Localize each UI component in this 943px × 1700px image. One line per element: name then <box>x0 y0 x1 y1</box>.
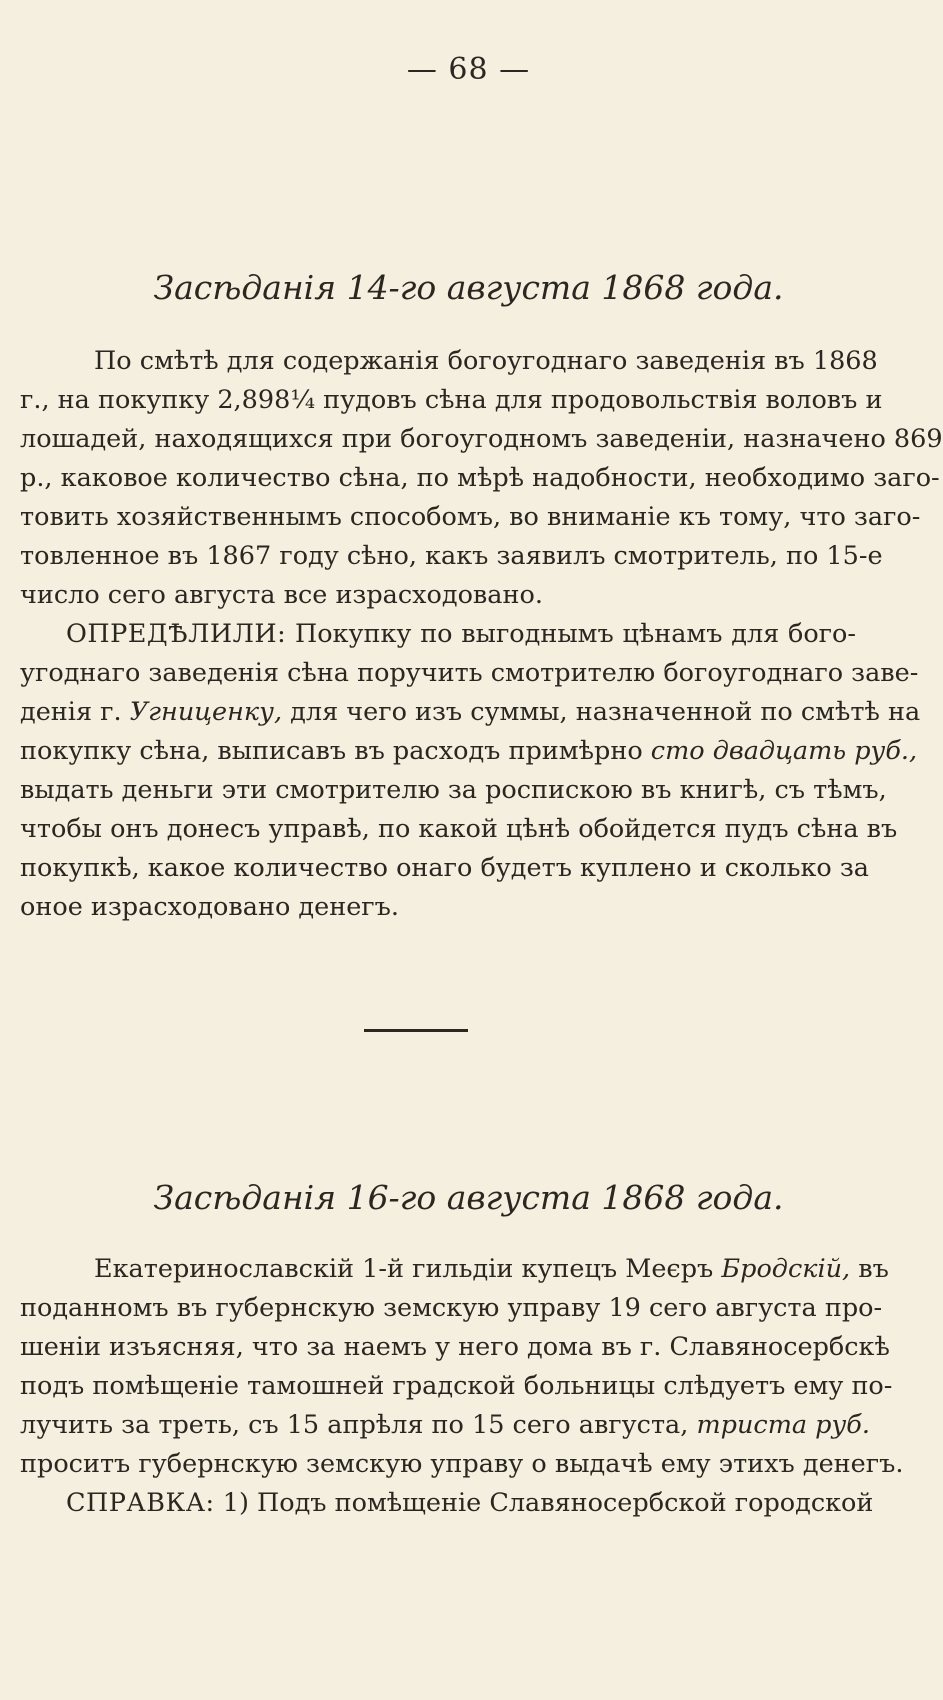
person-name: Бродскій, <box>721 1254 851 1284</box>
paragraph-line: проситъ губернскую земскую управу о выдачѣ ему этихъ денегъ. <box>20 1449 904 1479</box>
amount: сто двадцать руб., <box>650 736 918 766</box>
section-heading-aug-16: Засѣданія 16-го августа 1868 года. <box>153 1178 784 1217</box>
resolution-line: угоднаго заведенія сѣна поручить смотрителю богоугоднаго заве- <box>20 658 919 688</box>
resolution-line: покупку сѣна, выписавъ въ расходъ примѣрно сто двадцать руб., <box>20 736 918 766</box>
reference-label: СПРАВКА: <box>66 1488 215 1518</box>
paragraph-line: шеніи изъясняя, что за наемъ у него дома въ г. Славяносербскѣ <box>20 1332 890 1362</box>
paragraph-line: Екатеринославскій 1-й гильдіи купецъ Меєръ Бродскій, въ <box>94 1254 889 1284</box>
paragraph-line: товить хозяйственнымъ способомъ, во вниманіе къ тому, что заго- <box>20 502 921 532</box>
paragraph-line: лучить за треть, съ 15 апрѣля по 15 сего августа, триста руб. <box>20 1410 870 1440</box>
paragraph-line: товленное въ 1867 году сѣно, какъ заявилъ смотритель, по 15-е <box>20 541 883 571</box>
resolution-line: ОПРЕДѢЛИЛИ: Покупку по выгоднымъ цѣнамъ для бого- <box>66 619 857 649</box>
resolution-label: ОПРЕДѢЛИЛИ: <box>66 619 287 649</box>
section-divider <box>364 1029 468 1032</box>
paragraph-line: число сего августа все израсходовано. <box>20 580 543 610</box>
section-heading-aug-14: Засѣданія 14-го августа 1868 года. <box>153 268 784 307</box>
page-number: — 68 — <box>406 52 531 87</box>
paragraph-line: По смѣтѣ для содержанія богоугоднаго заведенія въ 1868 <box>94 346 878 376</box>
resolution-line: оное израсходовано денегъ. <box>20 892 399 922</box>
paragraph-line: подъ помѣщеніе тамошней градской больницы слѣдуетъ ему по- <box>20 1371 893 1401</box>
amount: триста руб. <box>696 1410 870 1440</box>
resolution-line: денія г. Угниценку, для чего изъ суммы, назначенной по смѣтѣ на <box>20 697 921 727</box>
resolution-line: выдать деньги эти смотрителю за роспискою въ книгѣ, съ тѣмъ, <box>20 775 887 805</box>
paragraph-line: лошадей, находящихся при богоугодномъ заведеніи, назначено 869 <box>20 424 943 454</box>
resolution-line: чтобы онъ донесъ управѣ, по какой цѣнѣ обойдется пудъ сѣна въ <box>20 814 898 844</box>
paragraph-line: г., на покупку 2,898¼ пудовъ сѣна для продовольствія воловъ и <box>20 385 883 415</box>
person-name: Угниценку, <box>129 697 283 727</box>
resolution-line: покупкѣ, какое количество онаго будетъ куплено и сколько за <box>20 853 869 883</box>
paragraph-line: поданномъ въ губернскую земскую управу 19 сего августа про- <box>20 1293 883 1323</box>
reference-line: СПРАВКА: 1) Подъ помѣщеніе Славяносербской городской <box>66 1488 874 1518</box>
paragraph-line: р., каковое количество сѣна, по мѣрѣ надобности, необходимо заго- <box>20 463 940 493</box>
